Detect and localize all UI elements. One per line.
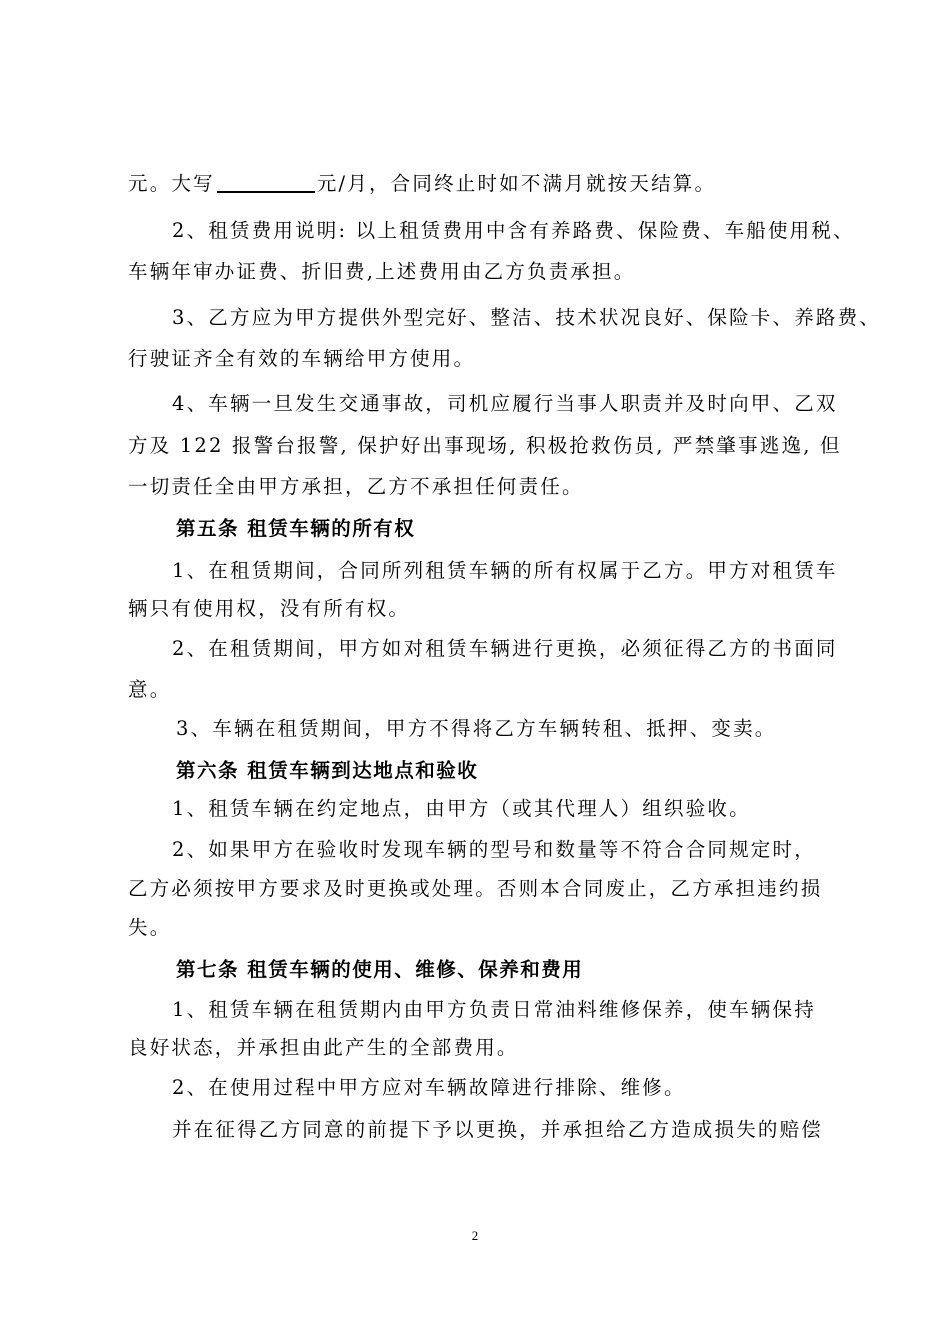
fill-in-blank [217,173,315,193]
body-line: 方及 122 报警台报警, 保护好出事现场, 积极抢救伤员, 严禁肇事逃逸, 但 [128,434,842,457]
body-line: 2、在使用过程中甲方应对车辆故障进行排除、维修。 [172,1076,686,1099]
body-line: 良好状态，并承担由此产生的全部费用。 [128,1036,519,1059]
page-number: 2 [471,1228,479,1243]
body-line: 行驶证齐全有效的车辆给甲方使用。 [128,347,476,370]
body-line: 失。 [128,916,172,939]
body-line: 一切责任全由甲方承担，乙方不承担任何责任。 [128,475,584,498]
body-line: 辆只有使用权，没有所有权。 [128,597,411,620]
body-line: 2、租赁费用说明: 以上租赁费用中含有养路费、保险费、车船使用税、 [172,219,855,242]
body-line: 2、在租赁期间，甲方如对租赁车辆进行更换，必须征得乙方的书面同 [172,637,838,660]
text-segment: 元。大写 [128,172,215,195]
body-line: 乙方必须按甲方要求及时更换或处理。否则本合同废止，乙方承担违约损 [128,877,823,900]
body-line: 3、乙方应为甲方提供外型完好、整洁、技术状况良好、保险卡、养路费、 [172,306,882,329]
section-heading: 第七条 租赁车辆的使用、维修、保养和费用 [176,958,584,981]
body-line [128,172,716,196]
body-line: 1、在租赁期间，合同所列租赁车辆的所有权属于乙方。甲方对租赁车 [172,559,838,582]
text-segment: 元/月，合同终止时如不满月就按天结算。 [316,172,717,195]
body-line: 1、租赁车辆在租赁期内由甲方负责日常油料维修保养，使车辆保持 [172,998,816,1021]
body-line: 车辆年审办证费、折旧费,上述费用由乙方负责承担。 [128,260,636,283]
body-line: 1、租赁车辆在约定地点，由甲方（或其代理人）组织验收。 [172,797,751,820]
body-line: 4、车辆一旦发生交通事故，司机应履行当事人职责并及时向甲、乙双 [172,392,838,415]
body-line: 2、如果甲方在验收时发现车辆的型号和数量等不符合合同规定时， [172,838,816,861]
section-heading: 第六条 租赁车辆到达地点和验收 [176,759,479,782]
body-line: 3、车辆在租赁期间，甲方不得将乙方车辆转租、抵押、变卖。 [176,717,777,740]
body-line: 意。 [128,678,172,701]
section-heading: 第五条 租赁车辆的所有权 [176,517,416,540]
body-line: 并在征得乙方同意的前提下予以更换，并承担给乙方造成损失的赔偿 [172,1118,824,1141]
